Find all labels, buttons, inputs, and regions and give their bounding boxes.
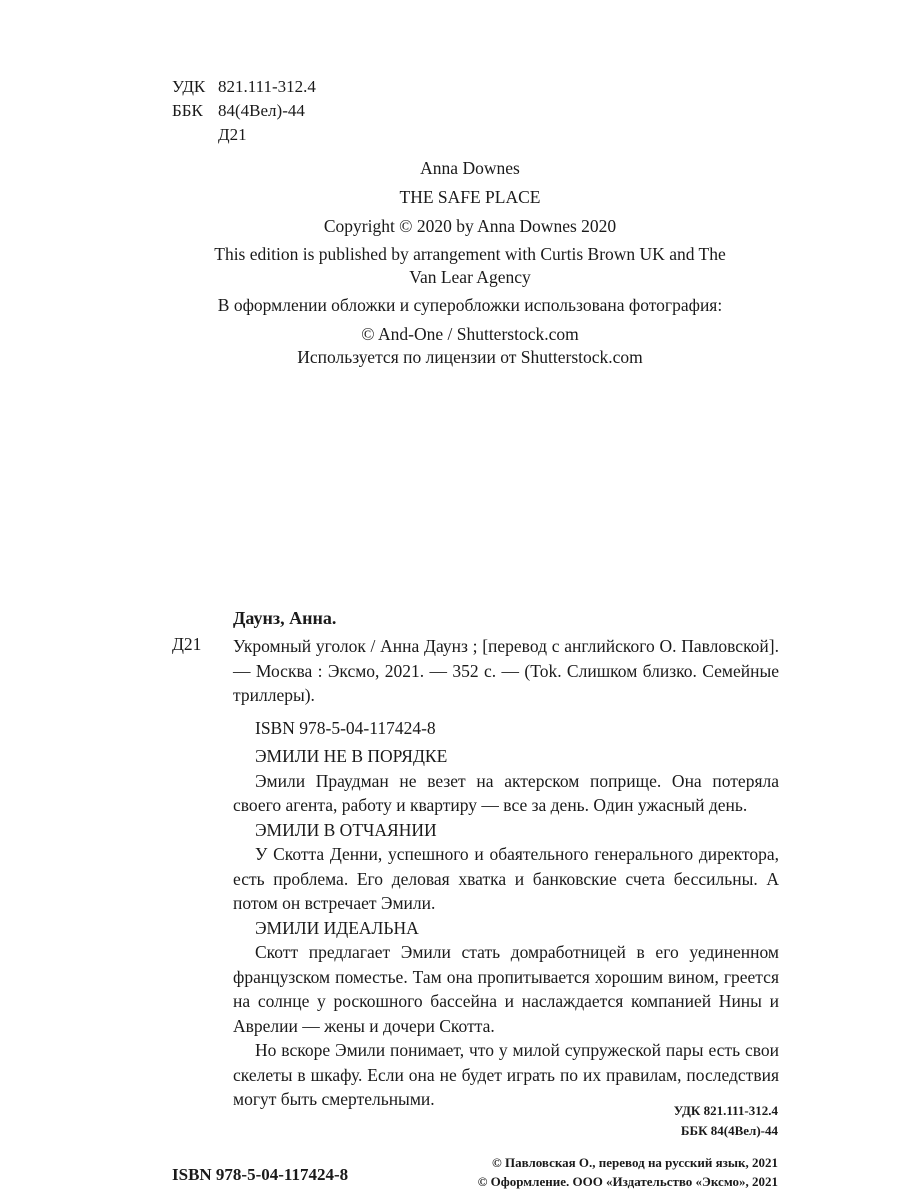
annotation-paragraph: Скотт предлагает Эмили стать домработницей в его уединенном французском поместье. Там она пропитывается хорошим вином, греется на солнце у роскошного бассейна и наслаждается компанией Нины и Аврелии — жены и дочери Скотта. xyxy=(233,942,779,1036)
udk-label: УДК xyxy=(172,77,206,96)
author-mark: Д21 xyxy=(218,125,247,144)
udk-row xyxy=(172,75,316,99)
annotation-paragraph: Эмили Праудман не везет на актерском поприще. Она потеряла своего агента, работу и квартиру — все за день. Один ужасный день. xyxy=(233,770,779,815)
annotation-heading: ЭМИЛИ НЕ В ПОРЯДКЕ xyxy=(255,746,448,766)
cover-photo-line-1: В оформлении обложки и суперобложки использована фотография: xyxy=(217,295,723,315)
edition-line-1: This edition is published by arrangement with Curtis Brown UK and The xyxy=(214,244,726,264)
bbk-value: 84(4Вел)-44 xyxy=(218,101,305,120)
annotation-heading: ЭМИЛИ ИДЕАЛЬНА xyxy=(255,917,419,938)
edition-line-2: Van Lear Agency xyxy=(409,267,531,287)
cover-photo-line-3: Используется по лицензии от Shutterstock.com xyxy=(297,347,643,367)
footer-isbn: ISBN 978-5-04-117424-8 xyxy=(172,1165,349,1184)
copyright-design: © Оформление. ООО «Издательство «Эксмо», 2021 xyxy=(477,1174,778,1189)
annotation xyxy=(233,744,779,1112)
bibliographic-mark: Д21 xyxy=(172,634,202,654)
bibliographic-description: Укромный уголок / Анна Даунз ; [перевод с английского О. Павловской]. — Москва : Эксмо, 2021. — 352 с. — (Tok. Слишком близко. Семейные триллеры). xyxy=(233,636,779,705)
isbn-line: ISBN 978-5-04-117424-8 xyxy=(255,718,436,738)
bbk-row xyxy=(172,99,316,123)
cover-photo-line-2: © And-One / Shutterstock.com xyxy=(361,324,579,344)
original-author: Anna Downes xyxy=(420,158,520,178)
copyright-translation: © Павловская О., перевод на русский язык, 2021 xyxy=(492,1155,778,1170)
original-title: THE SAFE PLACE xyxy=(399,187,541,207)
annotation-paragraph: Но вскоре Эмили понимает, что у милой супружеской пары есть свои скелеты в шкафу. Если она не будет играть по их правилам, последствия могут быть смертельными. xyxy=(233,1040,779,1109)
copyright-line: Copyright © 2020 by Anna Downes 2020 xyxy=(323,216,617,236)
bbk-label: ББК xyxy=(172,101,203,120)
annotation-paragraph: У Скотта Денни, успешного и обаятельного генерального директора, есть проблема. Его деловая хватка и банковские счета бессильны. А потом он встречает Эмили. xyxy=(233,844,779,913)
author-heading: Даунз, Анна. xyxy=(233,608,337,628)
annotation-heading: ЭМИЛИ В ОТЧАЯНИИ xyxy=(255,819,437,840)
author-mark-row xyxy=(172,123,316,147)
top-classification xyxy=(172,75,316,147)
footer-bbk: ББК 84(4Вел)-44 xyxy=(680,1123,778,1138)
udk-value: 821.111-312.4 xyxy=(218,77,316,96)
footer-udk: УДК 821.111-312.4 xyxy=(673,1103,778,1118)
